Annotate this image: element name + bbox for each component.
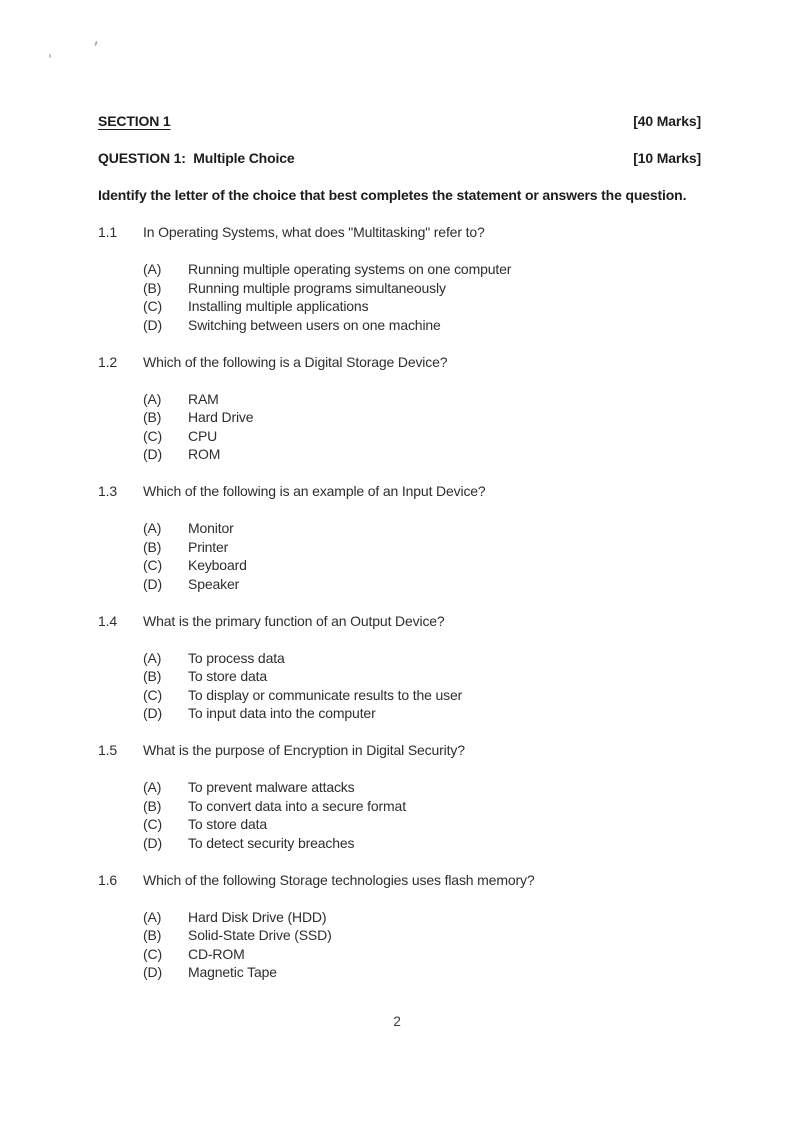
options-list bbox=[98, 908, 701, 982]
option-text: To store data bbox=[188, 668, 267, 684]
option-letter: (C) bbox=[143, 298, 162, 314]
option-row bbox=[143, 538, 701, 557]
option-letter: (B) bbox=[143, 927, 162, 943]
option-text: Hard Drive bbox=[188, 409, 254, 425]
question-row bbox=[98, 223, 701, 242]
option-letter: (D) bbox=[143, 316, 162, 333]
option-letter: (A) bbox=[143, 779, 162, 795]
option-letter: (A) bbox=[143, 261, 162, 277]
option-letter: (D) bbox=[143, 834, 162, 851]
option-letter: (C) bbox=[143, 557, 162, 573]
options-list bbox=[98, 390, 701, 464]
option-text: Running multiple programs simultaneously bbox=[188, 279, 446, 296]
question-block bbox=[98, 871, 701, 982]
question-number: 1.5 bbox=[98, 742, 118, 758]
option-row bbox=[143, 945, 701, 964]
option-row bbox=[143, 834, 701, 853]
page-number: 2 bbox=[393, 1014, 401, 1029]
option-text: Running multiple operating systems on one computer bbox=[188, 261, 512, 277]
option-row bbox=[143, 316, 701, 335]
question-text: Which of the following is an example of an Input Device? bbox=[143, 483, 486, 499]
options-list bbox=[98, 649, 701, 723]
question-text: What is the primary function of an Output Device? bbox=[143, 612, 445, 629]
option-text: Keyboard bbox=[188, 557, 247, 573]
option-text: To detect security breaches bbox=[188, 834, 355, 851]
question-number: 1.4 bbox=[98, 612, 118, 629]
question-block bbox=[98, 482, 701, 593]
question-number: 1.2 bbox=[98, 353, 118, 370]
option-row bbox=[143, 445, 701, 464]
option-row bbox=[143, 963, 701, 982]
option-text: CD-ROM bbox=[188, 945, 245, 962]
options-list bbox=[98, 778, 701, 852]
option-letter: (B) bbox=[143, 668, 162, 684]
option-row bbox=[143, 519, 701, 538]
question-row bbox=[98, 353, 701, 372]
option-row bbox=[143, 667, 701, 686]
question-row bbox=[98, 612, 701, 631]
option-row bbox=[143, 686, 701, 705]
question-block bbox=[98, 741, 701, 852]
option-row bbox=[143, 408, 701, 427]
section-title: SECTION 1 bbox=[98, 113, 171, 129]
question-block bbox=[98, 612, 701, 723]
option-text: Magnetic Tape bbox=[188, 964, 277, 980]
option-text: To convert data into a secure format bbox=[188, 797, 406, 814]
option-text: RAM bbox=[188, 390, 219, 407]
option-letter: (B) bbox=[143, 538, 162, 555]
questions-list bbox=[98, 223, 701, 982]
option-text: ROM bbox=[188, 446, 221, 462]
question-number: 1.1 bbox=[98, 224, 118, 240]
scan-artifact bbox=[94, 41, 97, 46]
question-number: 1.6 bbox=[98, 871, 118, 888]
question-row bbox=[98, 482, 701, 501]
option-row bbox=[143, 908, 701, 927]
option-letter: (A) bbox=[143, 520, 162, 536]
section-header-row bbox=[98, 112, 701, 131]
option-letter: (C) bbox=[143, 686, 162, 703]
option-text: CPU bbox=[188, 427, 218, 444]
question-text: Which of the following Storage technologies uses flash memory? bbox=[143, 871, 535, 888]
option-row bbox=[143, 649, 701, 668]
option-row bbox=[143, 556, 701, 575]
option-letter: (B) bbox=[143, 797, 162, 814]
instruction-text: Identify the letter of the choice that best completes the statement or answers the question. bbox=[98, 187, 687, 203]
option-letter: (C) bbox=[143, 816, 162, 832]
option-row bbox=[143, 815, 701, 834]
options-list bbox=[98, 260, 701, 334]
option-letter: (B) bbox=[143, 279, 162, 296]
option-text: To display or communicate results to the user bbox=[188, 686, 463, 703]
question-number: 1.3 bbox=[98, 483, 118, 499]
option-text: Switching between users on one machine bbox=[188, 316, 441, 333]
option-letter: (D) bbox=[143, 964, 162, 980]
option-letter: (D) bbox=[143, 705, 162, 721]
question-row bbox=[98, 871, 701, 890]
option-text: To process data bbox=[188, 649, 285, 666]
option-row bbox=[143, 575, 701, 594]
option-text: Monitor bbox=[188, 520, 234, 536]
scan-artifact bbox=[49, 54, 51, 58]
option-letter: (C) bbox=[143, 945, 162, 962]
option-text: Hard Disk Drive (HDD) bbox=[188, 908, 327, 925]
section-marks: [40 Marks] bbox=[633, 113, 701, 129]
option-text: To input data into the computer bbox=[188, 705, 376, 721]
option-row bbox=[143, 390, 701, 409]
option-text: To store data bbox=[188, 816, 267, 832]
option-row bbox=[143, 797, 701, 816]
question-heading: QUESTION 1: Multiple Choice bbox=[98, 150, 295, 166]
question-text: Which of the following is a Digital Storage Device? bbox=[143, 353, 448, 370]
option-row bbox=[143, 297, 701, 316]
option-row bbox=[143, 260, 701, 279]
option-letter: (B) bbox=[143, 409, 162, 425]
option-letter: (C) bbox=[143, 427, 162, 444]
options-list bbox=[98, 519, 701, 593]
option-text: Installing multiple applications bbox=[188, 298, 369, 314]
option-text: Speaker bbox=[188, 575, 240, 592]
option-row bbox=[143, 427, 701, 446]
option-row bbox=[143, 279, 701, 298]
option-letter: (A) bbox=[143, 390, 162, 407]
question-block bbox=[98, 223, 701, 334]
option-text: To prevent malware attacks bbox=[188, 779, 355, 795]
option-row bbox=[143, 704, 701, 723]
question-text: In Operating Systems, what does "Multitasking" refer to? bbox=[143, 224, 485, 240]
question-header-row bbox=[98, 149, 701, 168]
option-letter: (A) bbox=[143, 908, 162, 925]
question-text: What is the purpose of Encryption in Digital Security? bbox=[143, 742, 465, 758]
option-letter: (D) bbox=[143, 575, 162, 592]
page-content bbox=[98, 112, 701, 1000]
option-text: Solid-State Drive (SSD) bbox=[188, 927, 332, 943]
option-row bbox=[143, 778, 701, 797]
question-block bbox=[98, 353, 701, 464]
option-text: Printer bbox=[188, 538, 229, 555]
question-marks: [10 Marks] bbox=[633, 150, 701, 166]
question-row bbox=[98, 741, 701, 760]
option-letter: (D) bbox=[143, 446, 162, 462]
option-letter: (A) bbox=[143, 649, 162, 666]
option-row bbox=[143, 926, 701, 945]
